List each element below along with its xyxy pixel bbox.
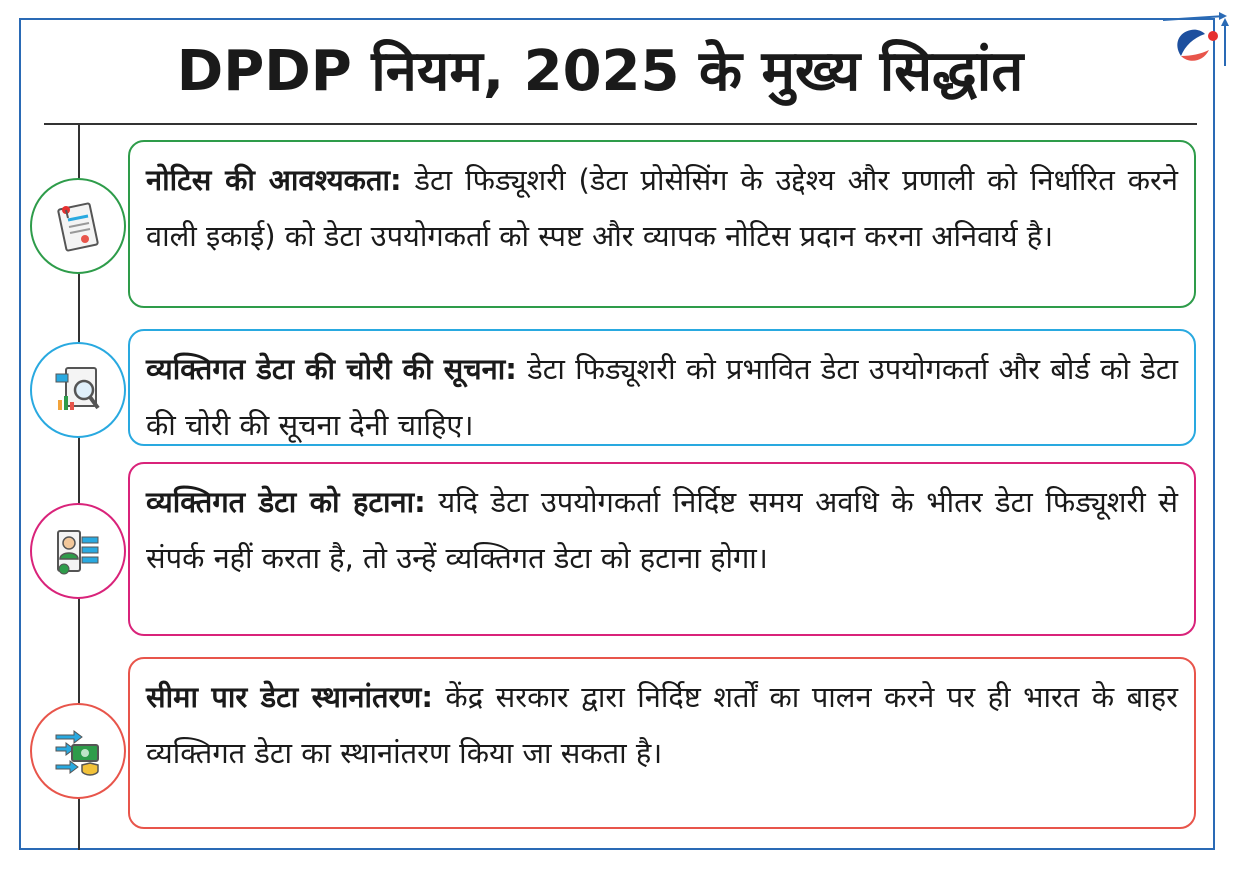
title-divider: [44, 123, 1197, 125]
money-transfer-icon: [52, 725, 104, 777]
card-heading: नोटिस की आवश्यकता:: [146, 163, 402, 197]
card-breach-notification: [128, 329, 1196, 446]
timeline-node-breach: [30, 342, 126, 438]
card-text: [146, 474, 1178, 586]
card-notice-requirement: [128, 140, 1196, 308]
timeline-node-transfer: [30, 703, 126, 799]
card-data-erasure: [128, 462, 1196, 636]
data-analysis-icon: [52, 364, 104, 416]
card-body: यदि डेटा उपयोगकर्ता निर्दिष्ट समय अवधि के भीतर डेटा फिड्यूशरी से संपर्क नहीं करता है, तो उन्हें व्यक्तिगत डेटा को हटाना होगा।: [146, 485, 1179, 575]
timeline-node-erasure: [30, 503, 126, 599]
card-heading: व्यक्तिगत डेटा की चोरी की सूचना:: [146, 352, 517, 386]
brand-logo-icon: [1155, 10, 1231, 70]
page-title: DPDP नियम, 2025 के मुख्य सिद्धांत: [176, 39, 1024, 104]
card-body: केंद्र सरकार द्वारा निर्दिष्ट शर्तों का पालन करने पर ही भारत के बाहर व्यक्तिगत डेटा का स्थानांतरण किया जा सकता है।: [146, 680, 1178, 770]
card-heading: सीमा पार डेटा स्थानांतरण:: [146, 680, 433, 714]
card-body: डेटा फिड्यूशरी को प्रभावित डेटा उपयोगकर्ता और बोर्ड को डेटा की चोरी की सूचना देनी चाहिए।: [146, 352, 1178, 442]
card-body: डेटा फिड्यूशरी (डेटा प्रोसेसिंग के उद्देश्य और प्रणाली को निर्धारित करने वाली इकाई) को डेटा उपयोगकर्ता को स्पष्ट और व्यापक नोटिस प्रदान करना अनिवार्य है।: [146, 163, 1178, 253]
timeline-node-notice: [30, 178, 126, 274]
card-heading: व्यक्तिगत डेटा को हटाना:: [146, 485, 426, 519]
card-cross-border-transfer: [128, 657, 1196, 829]
user-profile-icon: [52, 525, 104, 577]
notice-document-icon: [52, 200, 104, 252]
card-text: [146, 669, 1178, 781]
card-text: [146, 341, 1178, 453]
card-text: [146, 152, 1178, 264]
